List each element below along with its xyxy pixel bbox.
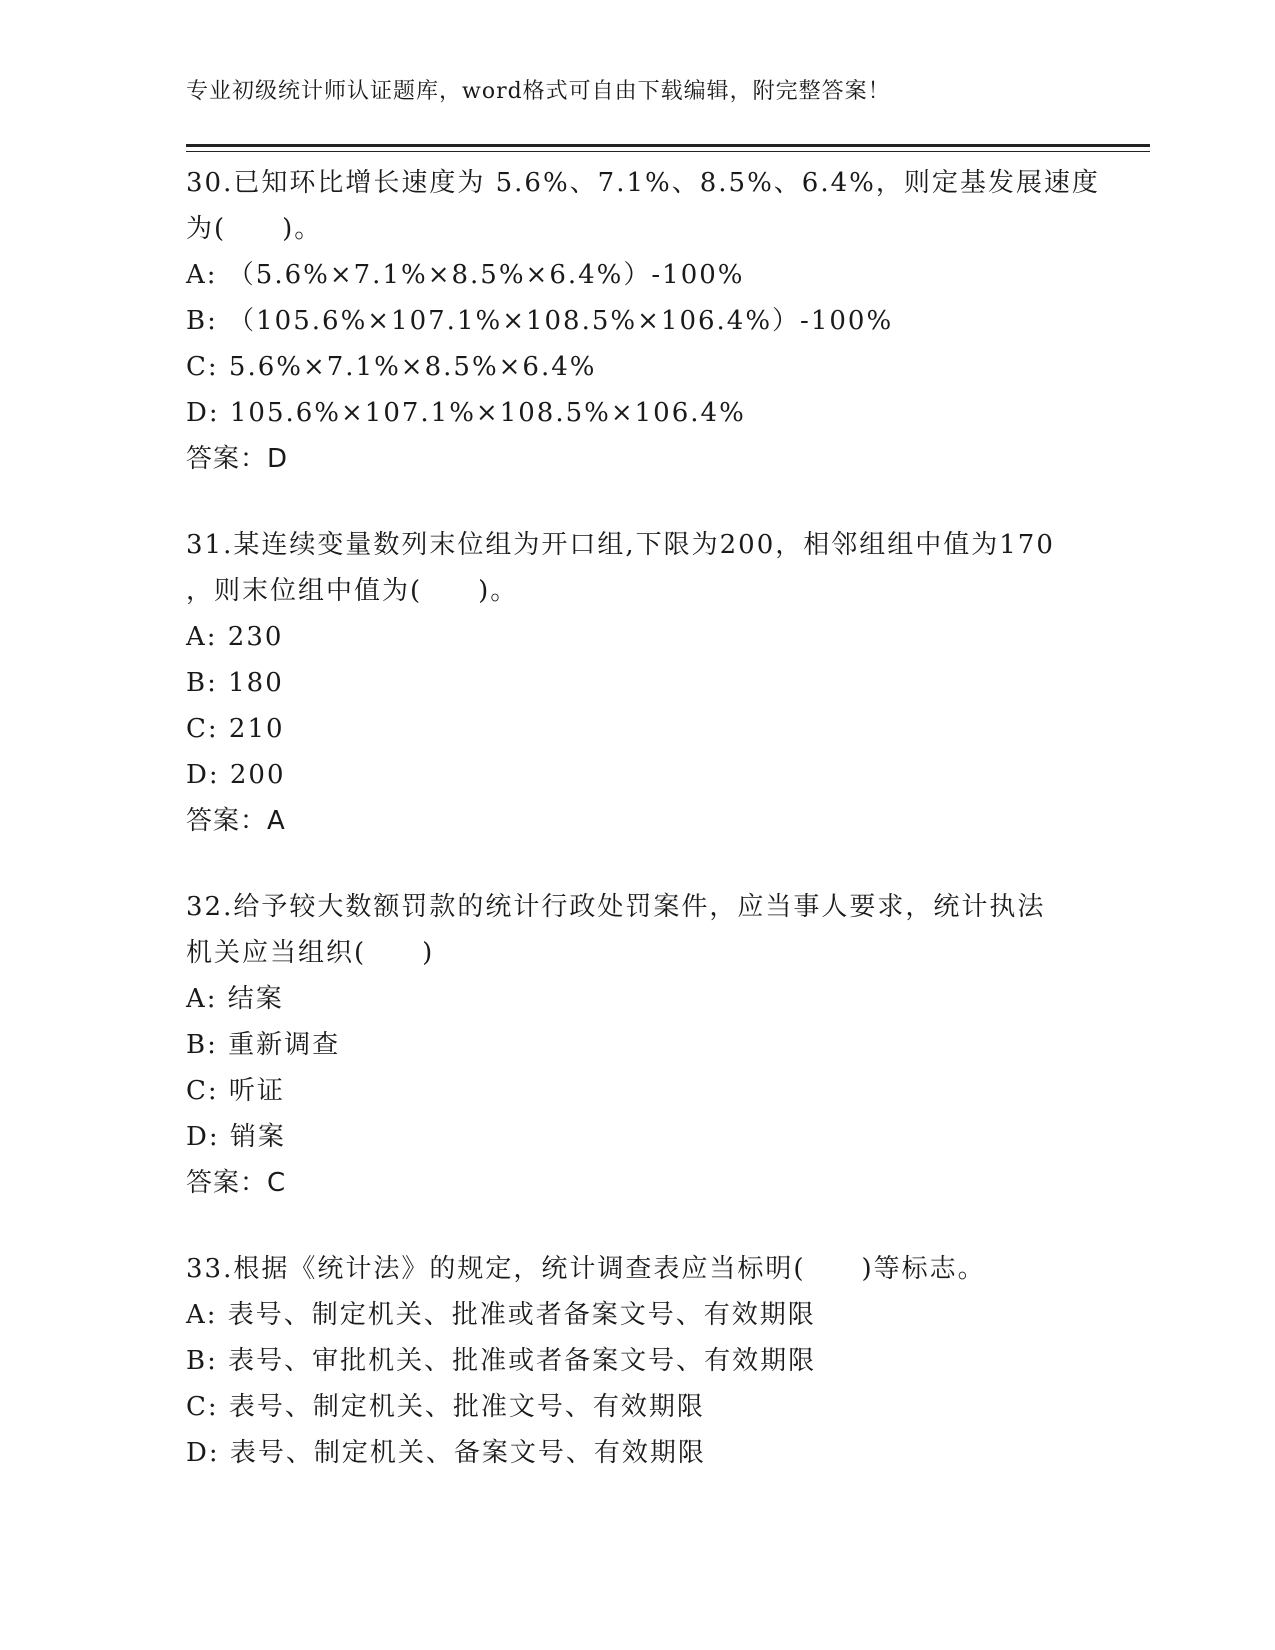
question-text: 为( )。 (186, 214, 323, 244)
question-text: 33.根据《统计法》的规定，统计调查表应当标明( )等标志。 (186, 1254, 986, 1284)
option-c: C: 表号、制定机关、批准文号、有效期限 (186, 1392, 705, 1422)
option-b: B: 重新调查 (186, 1030, 341, 1060)
header-rule-thin (186, 151, 1150, 152)
answer: 答案：C (186, 1168, 287, 1198)
question-32 (186, 884, 1086, 1206)
question-30 (186, 160, 1100, 482)
option-d: D: 105.6%×107.1%×108.5%×106.4% (186, 398, 746, 428)
question-text: 31.某连续变量数列末位组为开口组,下限为200，相邻组组中值为170 (186, 530, 1055, 560)
option-a: A: （5.6%×7.1%×8.5%×6.4%）-100% (186, 260, 745, 290)
page-header: 专业初级统计师认证题库，word格式可自由下载编辑，附完整答案！ (186, 79, 891, 104)
option-c: C: 210 (186, 714, 285, 744)
header-rule-thick (186, 144, 1150, 147)
question-31 (186, 522, 1086, 844)
question-text: 30.已知环比增长速度为 5.6%、7.1%、8.5%、6.4%，则定基发展速度 (186, 168, 1100, 198)
answer: 答案：D (186, 444, 289, 474)
option-b: B: 表号、审批机关、批准或者备案文号、有效期限 (186, 1346, 817, 1376)
question-text: 32.给予较大数额罚款的统计行政处罚案件，应当事人要求，统计执法 (186, 892, 1046, 922)
answer: 答案：A (186, 806, 286, 836)
question-list (186, 160, 1100, 1516)
option-c: C: 5.6%×7.1%×8.5%×6.4% (186, 352, 597, 382)
question-33 (186, 1246, 1086, 1476)
question-text: 机关应当组织( ) (186, 938, 435, 968)
question-text: ，则末位组中值为( )。 (186, 576, 519, 606)
option-a: A: 表号、制定机关、批准或者备案文号、有效期限 (186, 1300, 816, 1330)
option-a: A: 230 (186, 622, 284, 652)
option-d: D: 200 (186, 760, 286, 790)
option-d: D: 销案 (186, 1122, 286, 1152)
option-d: D: 表号、制定机关、备案文号、有效期限 (186, 1438, 706, 1468)
option-b: B: （105.6%×107.1%×108.5%×106.4%）-100% (186, 306, 894, 336)
option-c: C: 听证 (186, 1076, 285, 1106)
option-b: B: 180 (186, 668, 284, 698)
option-a: A: 结案 (186, 984, 284, 1014)
